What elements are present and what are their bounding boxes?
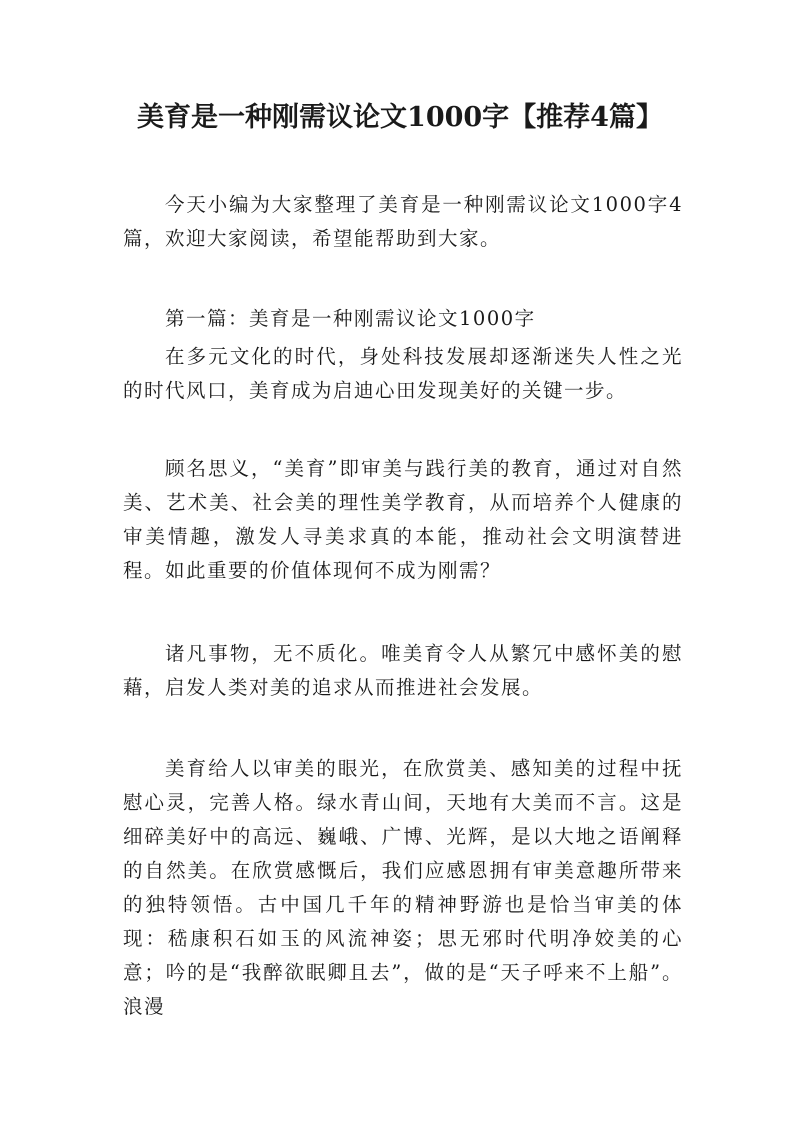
intro-paragraph: 今天小编为大家整理了美育是一种刚需议论文1000字4篇，欢迎大家阅读，希望能帮助到大家。 [123, 193, 683, 250]
body-paragraph: 在多元文化的时代，身处科技发展却逐渐迷失人性之光的时代风口，美育成为启迪心田发现美好的关键一步。 [123, 345, 683, 402]
body-paragraph: 诸凡事物，无不质化。唯美育令人从繁冗中感怀美的慰藉，启发人类对美的追求从而推进社会发展。 [123, 642, 683, 699]
body-paragraph: 顾名思义，“美育”即审美与践行美的教育，通过对自然美、艺术美、社会美的理性美学教育，从而培养个人健康的审美情趣，激发人寻美求真的本能，推动社会文明演替进程。如此重要的价值体现何不成为刚需？ [123, 457, 683, 582]
document-title: 美育是一种刚需议论文1000字【推荐4篇】 [137, 102, 663, 133]
body-paragraph: 美育给人以审美的眼光，在欣赏美、感知美的过程中抚慰心灵，完善人格。绿水青山间，天地有大美而不言。这是细碎美好中的高远、巍峨、广博、光辉，是以大地之语阐释的自然美。在欣赏感慨后，我们应感恩拥有审美意趣所带来的独特领悟。古中国几千年的精神野游也是恰当审美的体现：嵇康积石如玉的风流神姿；思无邪时代明净姣美的心意；吟的是“我醉欲眠卿且去”，做的是“天子呼来不上船”。浪漫 [123, 757, 683, 1018]
section-heading: 第一篇：美育是一种刚需议论文1000字 [165, 307, 536, 330]
